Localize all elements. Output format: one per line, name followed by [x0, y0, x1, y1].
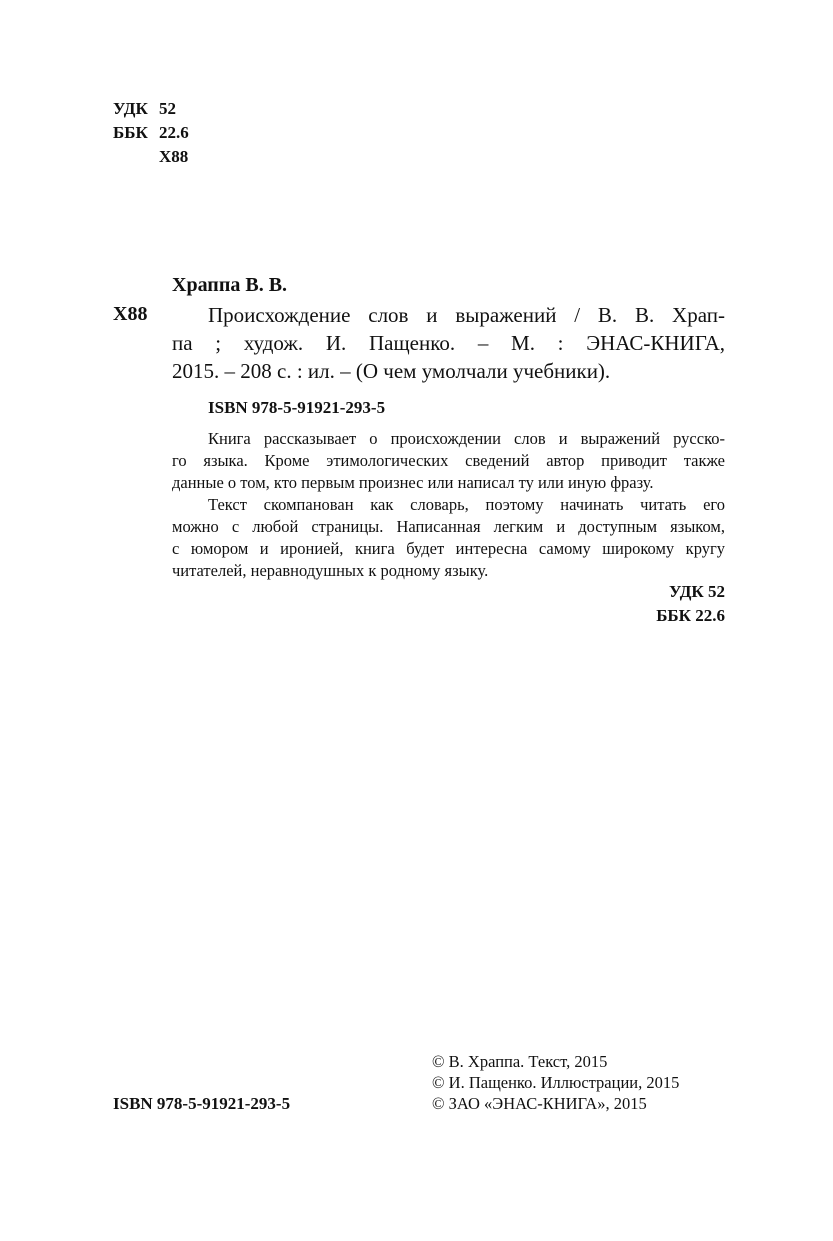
classification-codes: [113, 97, 189, 169]
annotation-line: Текст скомпанован как словарь, поэтому начинать читать его: [208, 495, 725, 514]
bibliographic-entry: [172, 301, 725, 385]
entry-line: па ; худож. И. Пащенко. – М. : ЭНАС-КНИГА,: [172, 331, 725, 355]
annotation-line: с юмором и иронией, книга будет интересна самому широкому кругу: [172, 539, 725, 558]
udk-code: [113, 97, 189, 121]
copyright-line: © И. Пащенко. Иллюстрации, 2015: [432, 1073, 680, 1092]
classification-codes-right: [656, 580, 725, 628]
bbk-code: [113, 121, 189, 145]
annotation-line: го языка. Кроме этимологических сведений автор приводит также: [172, 451, 725, 470]
udk-value: 52: [159, 99, 176, 118]
bbk-label: ББК: [113, 123, 148, 142]
entry-author-mark: Х88: [113, 303, 148, 325]
entry-isbn: ISBN 978-5-91921-293-5: [208, 398, 386, 417]
footer-isbn: ISBN 978-5-91921-293-5: [113, 1094, 291, 1113]
entry-line: Происхождение слов и выражений / В. В. Храп-: [208, 303, 725, 327]
bbk-code-right: ББК 22.6: [656, 606, 725, 625]
annotation-line: данные о том, кто первым произнес или написал ту или иную фразу.: [172, 473, 654, 492]
copyright-block: [432, 1051, 679, 1114]
annotation-line: можно с любой страницы. Написанная легким и доступным языком,: [172, 517, 725, 536]
bbk-value: 22.6: [159, 123, 189, 142]
entry-line: 2015. – 208 с. : ил. – (О чем умолчали учебники).: [172, 359, 611, 383]
annotation: [172, 428, 725, 582]
entry-author: Храппа В. В.: [172, 274, 288, 296]
copyright-line: © ЗАО «ЭНАС-КНИГА», 2015: [432, 1094, 647, 1113]
udk-label: УДК: [113, 99, 148, 118]
annotation-line: Книга рассказывает о происхождении слов и выражений русско-: [208, 429, 725, 448]
author-mark: Х88: [159, 147, 189, 166]
udk-code-right: УДК 52: [668, 582, 725, 601]
copyright-line: © В. Храппа. Текст, 2015: [432, 1052, 608, 1071]
annotation-line: читателей, неравнодушных к родному языку.: [172, 561, 489, 580]
